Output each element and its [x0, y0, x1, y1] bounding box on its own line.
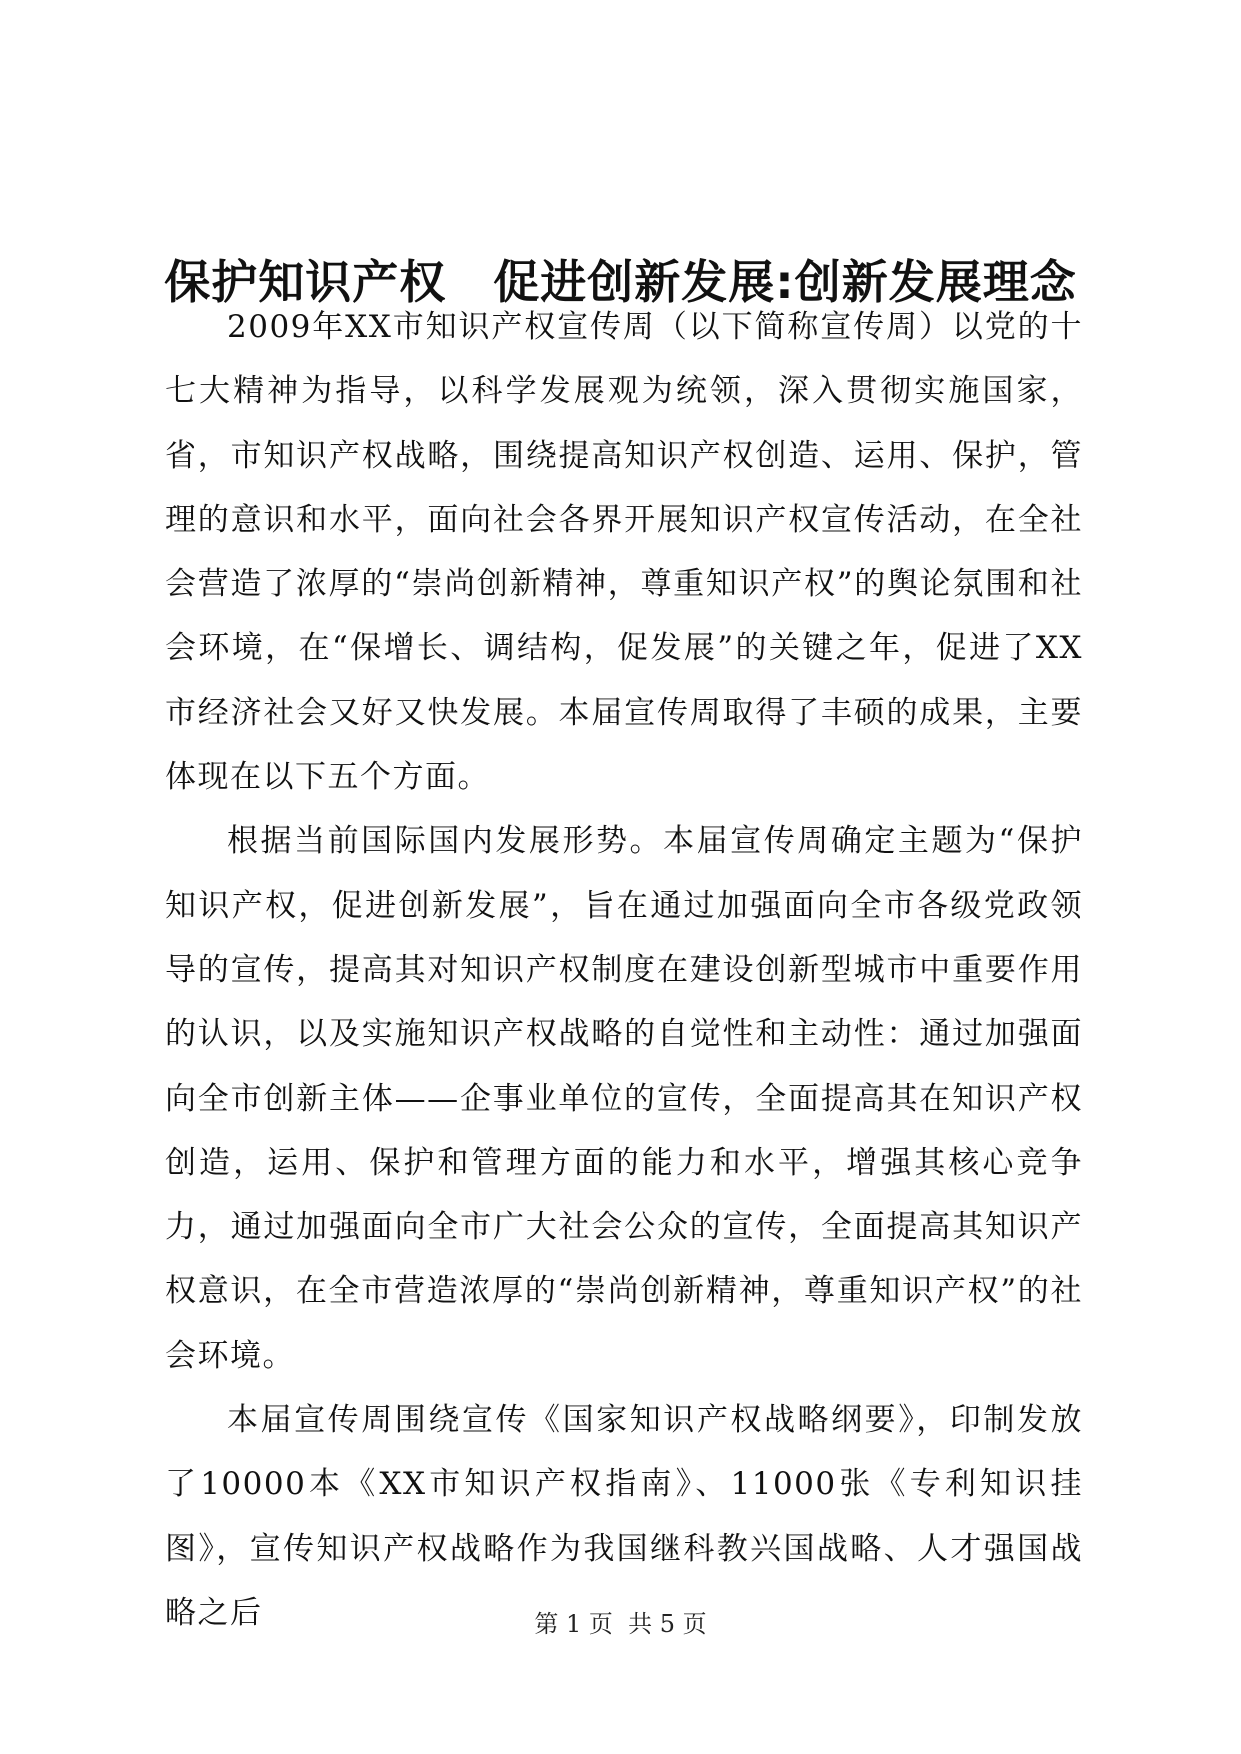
body-paragraph-1: 2009年XX市知识产权宣传周（以下简称宣传周）以党的十七大精神为指导，以科学发展观为统领，深入贯彻实施国家，省，市知识产权战略，围绕提高知识产权创造、运用、保护，管理的意识和水平，面向社会各界开展知识产权宣传活动，在全社会营造了浓厚的“崇尚创新精神，尊重知识产权”的舆论氛围和社会环境，在“保增长、调结构，促发展”的关键之年，促进了XX市经济社会又好又快发展。本届宣传周取得了丰硕的成果，主要体现在以下五个方面。 [165, 309, 1083, 796]
body-paragraph-2: 根据当前国际国内发展形势。本届宣传周确定主题为“保护知识产权，促进创新发展”，旨在通过加强面向全市各级党政领导的宣传，提高其对知识产权制度在建设创新型城市中重要作用的认识，以及实施知识产权战略的自觉性和主动性：通过加强面向全市创新主体——企事业单位的宣传，全面提高其在知识产权创造，运用、保护和管理方面的能力和水平，增强其核心竞争力，通过加强面向全市广大社会公众的宣传，全面提高其知识产权意识，在全市营造浓厚的“崇尚创新精神，尊重知识产权”的社会环境。 [165, 823, 1083, 1374]
page-footer: 第 1 页 共 5 页 [534, 1610, 707, 1638]
document-body [165, 295, 1083, 1645]
body-paragraph-3: 本届宣传周围绕宣传《国家知识产权战略纲要》，印制发放了10000本《XX市知识产权指南》、11000张《专利知识挂图》，宣传知识产权战略作为我国继科教兴国战略、人才强国战略之后 [165, 1402, 1083, 1631]
document-title: 保护知识产权 促进创新发展:创新发展理念 [164, 254, 1077, 309]
